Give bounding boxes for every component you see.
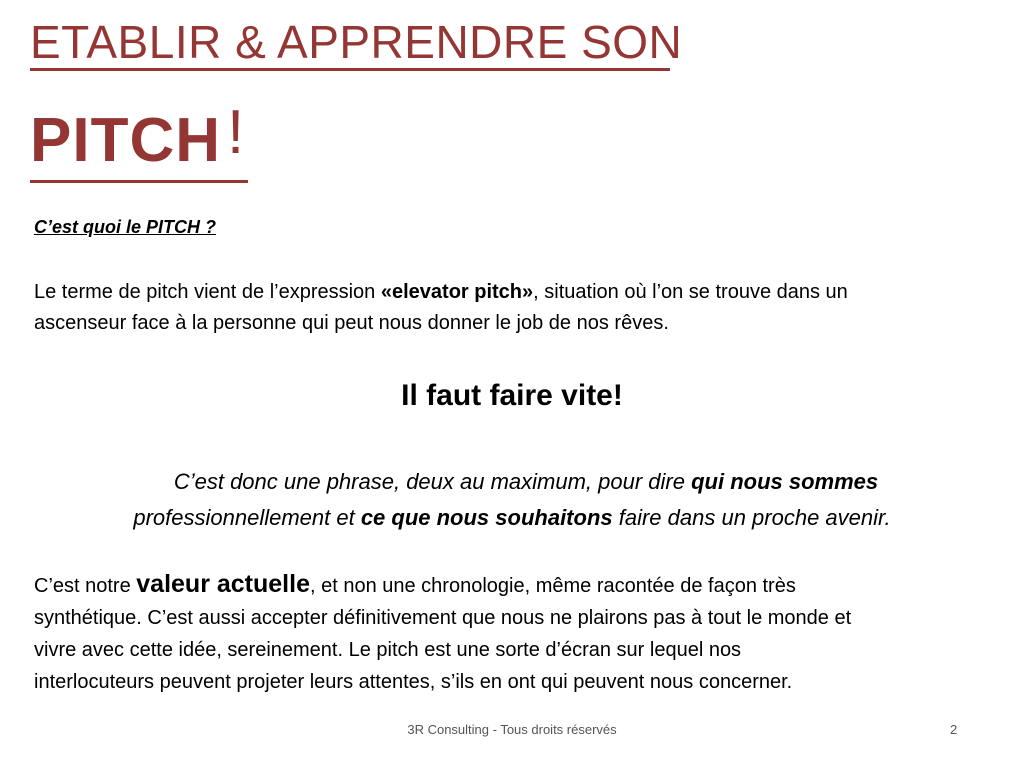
slide-title-pitch: [30, 96, 244, 186]
text-run: , et non une chronologie, même racontée de façon très: [309, 575, 796, 597]
text-run: C’est notre: [34, 575, 137, 597]
text-run: synthétique. C’est aussi accepter définitivement que nous ne plairons pas à tout le monde et: [34, 607, 852, 629]
slide-title: ETABLIR & APPRENDRE SON: [30, 16, 683, 68]
paragraph-definition: [34, 277, 1014, 339]
text-run: interlocuteurs peuvent projeter leurs attentes, s’ils en ont qui peuvent nous concerner.: [34, 671, 793, 693]
emphasis-ce-que-nous-souhaitons: ce que nous souhaitons: [360, 505, 613, 530]
footer-copyright: 3R Consulting - Tous droits réservés: [407, 722, 617, 737]
title-underline: [30, 68, 670, 71]
text-run: C’est donc une phrase, deux au maximum, pour dire: [173, 469, 692, 494]
emphasis-qui-nous-sommes: qui nous sommes: [691, 469, 879, 494]
text-run: faire dans un proche avenir: [612, 505, 885, 530]
italic-line-2: [133, 505, 890, 530]
emphasis-elevator-pitch: «elevator pitch»: [380, 281, 534, 303]
text-run: Le terme de pitch vient de l’expression: [34, 281, 381, 303]
italic-line-1: [174, 469, 878, 494]
text-run: vivre avec cette idée, sereinement. Le pitch est une sorte d’écran sur lequel nos: [34, 639, 742, 661]
page-number: 2: [950, 722, 958, 737]
text-run: , situation où l’on se trouve dans un: [533, 281, 848, 303]
text-run: professionnellement et: [133, 505, 361, 530]
pitch-word: PITCH: [30, 106, 221, 175]
text-run: .: [884, 505, 891, 530]
exclamation-mark: !: [227, 98, 245, 167]
emphasis-valeur-actuelle: valeur actuelle: [136, 570, 310, 598]
section-question: C’est quoi le PITCH ?: [34, 217, 217, 237]
paragraph-valeur: [34, 568, 1014, 698]
text-run: ascenseur face à la personne qui peut nous donner le job de nos rêves.: [34, 312, 669, 334]
center-heading: Il faut faire vite!: [401, 379, 623, 412]
italic-statement: [0, 464, 1024, 536]
pitch-underline: [30, 180, 248, 183]
